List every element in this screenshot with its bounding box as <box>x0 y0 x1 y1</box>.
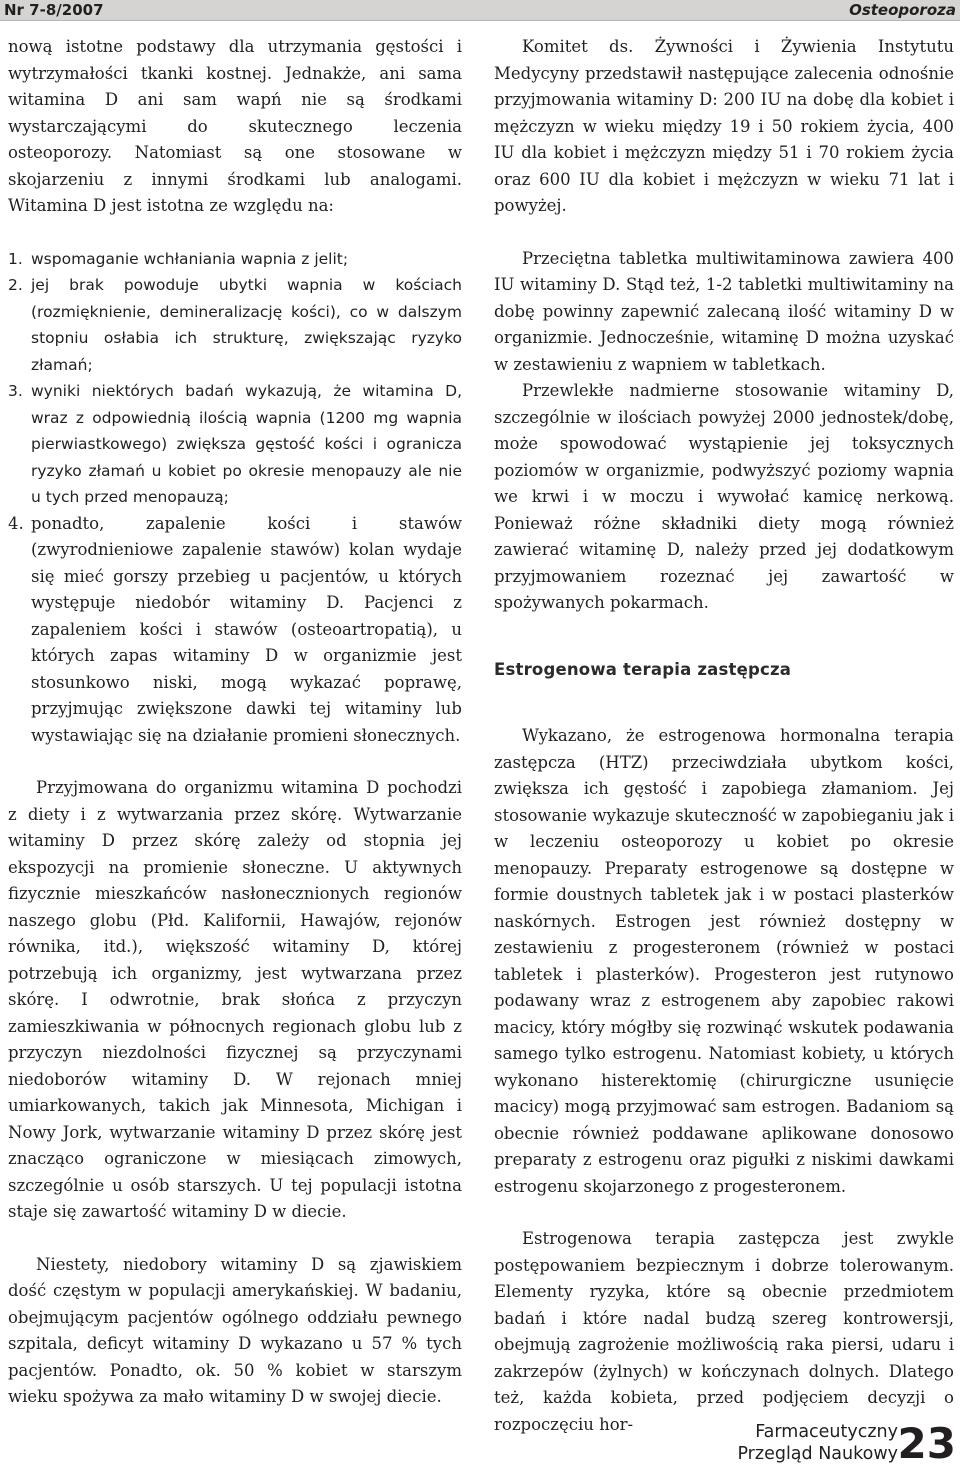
list-item: 1. wspomaganie wchłaniania wapnia z jelit; <box>8 249 349 268</box>
body-paragraph: Niestety, niedobory witaminy D są zjawiskiem dość częstym w populacji amerykańskiej. W badaniu, obejmującym pacjentów ogólnego oddziału pewnego szpitala, deficyt witaminy D wykazano u 57 % tych pacjentów. Ponadto, ok. 50 % kobiet w starszym wieku spożywa za mało witaminy D w swojej diecie. <box>8 1254 462 1406</box>
journal-logo: Farmaceutyczny Przegląd Naukowy <box>737 1422 898 1464</box>
issue-number: Nr 7-8/2007 <box>4 1 104 19</box>
list-item: 3. wyniki niektórych badań wykazują, że witamina D, wraz z odpowiednią ilością wapnia (1200 mg wapnia pierwiastkowego) zwiększa gęstość kości i ogranicza ryzyko złamań u kobiet po okresie menopauzy ale nie u tych przed menopauzą; <box>8 382 462 506</box>
body-paragraph: Wykazano, że estrogenowa hormonalna terapia zastępcza (HTZ) przeciwdziała ubytkom kości, zwiększa ich gęstość i zapobiega złamaniom. Jej stosowanie wykazuje skuteczność w zapobieganiu jak i w leczeniu osteoporozy u kobiet po okresie menopauzy. Preparaty estrogenowe są dostępne w formie doustnych tabletek jak i w postaci plasterków naskórnych. Estrogen jest również dostępny w zestawieniu z progesteronem (również w postaci tabletek i plasterków). Progesteron jest rutynowo podawany wraz z estrogenem aby zapobiec rakowi macicy, który mógłby się rozwinąć wskutek podawania samego tylko estrogenu. Natomiast kobiety, u których wykonano histerektomię (chirurgiczne usunięcie macicy) mogą przyjmować sam estrogen. Badaniom są obecnie również poddawane aplikowane donosowo preparaty z estrogenu oraz pigułki z niskimi dawkami estrogenu skojarzonego z progesteronem. <box>494 726 954 1196</box>
right-column <box>494 34 954 1438</box>
intro-paragraph: nową istotne podstawy dla utrzymania gęstości i wytrzymałości tkanki kostnej. Jednakże, ani sama witamina D ani sam wapń nie są środkami wystarczającymi do skutecznego leczenia osteoporozy. Natomiast są one stosowane w skojarzeniu z innymi środkami lub analogami. Witamina D jest istotna ze względu na: <box>8 37 462 215</box>
body-paragraph: Estrogenowa terapia zastępcza jest zwykle postępowaniem bezpiecznym i dobrze tolerowanym. Elementy ryzyka, które są obecnie przedmiotem badań i które nadal budzą szereg kontrowersji, obejmują zagrożenie możliwością raka piersi, udaru i zakrzepów (żylnych) w kończynach dolnych. Dlatego też, każda kobieta, przed podjęciem decyzji o rozpoczęciu hor- <box>494 1229 954 1434</box>
left-column <box>8 34 462 1411</box>
running-header <box>0 0 960 21</box>
section-heading: Estrogenowa terapia zastępcza <box>494 659 792 679</box>
body-paragraph: Komitet ds. Żywności i Żywienia Instytutu Medycyny przedstawił następujące zalecenia odnośnie przyjmowania witaminy D: 200 IU na dobę dla kobiet i mężczyzn w wieku między 19 i 50 rokiem życia, 400 IU dla kobiet i mężczyzn między 51 i 70 rokiem życia oraz 600 IU dla kobiet i mężczyzn w wieku 71 lat i powyżej. <box>494 37 954 215</box>
section-title: Osteoporoza <box>849 1 956 19</box>
list-item: 4. ponadto, zapalenie kości i stawów (zwyrodnieniowe zapalenie stawów) kolan wydaje się mieć gorszy przebieg u pacjentów, u których występuje niedobór witaminy D. Pacjenci z zapaleniem kości i stawów (osteoartropatią), u których zapas witaminy D w organizmie jest stosunkowo niski, mogą wykazać poprawę, przyjmując zwiększone dawki tej witaminy lub wystawiając się na działanie promieni słonecznych. <box>8 513 462 745</box>
page-number: 23 <box>897 1419 956 1468</box>
list-item: 2. jej brak powoduje ubytki wapnia w kościach (rozmięknienie, demineralizację kości), co w dalszym stopniu osłabia ich strukturę, zwiększając ryzyko złamań; <box>8 276 462 374</box>
body-paragraph: Przeciętna tabletka multiwitaminowa zawiera 400 IU witaminy D. Stąd też, 1-2 tabletki multiwitaminy na dobę powinny zapewnić zalecaną ilość witaminy D w organizmie. Jednocześnie, witaminę D można uzyskać w zestawieniu z wapniem w tabletkach. <box>494 248 954 374</box>
body-paragraph: Przewlekłe nadmierne stosowanie witaminy D, szczególnie w ilościach powyżej 2000 jednostek/dobę, może spowodować wystąpienie jej toksycznych poziomów w organizmie, podwyższyć poziomy wapnia we krwi i w moczu i wywołać kamicę nerkową. Ponieważ różne składniki diety mogą również zawierać witaminę D, należy przed jej dodatkowym przyjmowaniem rozeznać jej zawartość w spożywanych pokarmach. <box>494 381 954 612</box>
vitamin-d-benefits-list <box>8 246 462 750</box>
body-paragraph: Przyjmowana do organizmu witamina D pochodzi z diety i z wytwarzania przez skórę. Wytwarzanie witaminy D przez skórę zależy od stopnia jej ekspozycji na promienie słoneczne. U aktywnych fizycznie mieszkańców nasłonecznionych regionów naszego globu (Płd. Kalifornii, Hawajów, rejonów równika, itd.), większość witaminy D, której potrzebują ich organizmy, jest wytwarzana przez skórę. I odwrotnie, brak słońca z przyczyn zamieszkiwania w północnych regionach globu lub z przyczyn niezdolności fizycznej są przyczynami niedoborów witaminy D. W rejonach mniej umiarkowanych, takich jak Minnesota, Michigan i Nowy Jork, wytwarzanie witaminy D przez skórę jest znacząco ograniczone w miesiącach zimowych, szczególnie u osób starszych. U tej populacji istotna staje się zawartość witaminy D w diecie. <box>8 778 462 1221</box>
